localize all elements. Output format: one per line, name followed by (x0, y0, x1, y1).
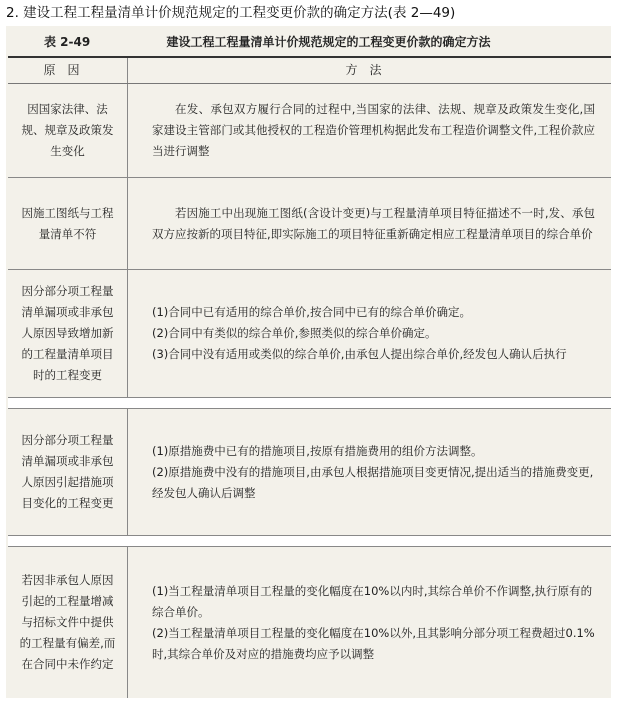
table-caption (10, 28, 607, 54)
method-cell (128, 178, 611, 269)
table-row (8, 546, 611, 698)
change-price-table (8, 56, 611, 698)
reason-cell: 因国家法律、法规、规章及政策发生变化 (8, 84, 128, 177)
table-row (8, 84, 611, 178)
method-item: (2)当工程量清单项目工程量的变化幅度在10%以外,且其影响分部分项工程费超过0.1%时,其综合单价及对应的措施费均应予以调整 (152, 625, 595, 661)
section-heading: 2. 建设工程工程量清单计价规范规定的工程变更价款的确定方法(表 2—49) (6, 5, 456, 21)
table-row (8, 408, 611, 536)
header-method: 方法 (345, 63, 394, 77)
table-split-gap (8, 536, 611, 546)
reason-cell: 若因非承包人原因引起的工程量增减与招标文件中提供的工程量有偏差,而在合同中未作约定 (8, 547, 128, 698)
reason-cell: 因施工图纸与工程量清单不符 (8, 178, 128, 269)
method-cell (128, 270, 611, 397)
method-cell (128, 84, 611, 177)
method-cell (128, 409, 611, 535)
method-item: (1)原措施费中已有的措施项目,按原有措施费用的组价方法调整。 (152, 443, 483, 458)
header-reason: 原因 (8, 58, 128, 83)
table-title: 建设工程工程量清单计价规范规定的工程变更价款的确定方法 (166, 34, 491, 49)
method-item: (3)合同中没有适用或类似的综合单价,由承包人提出综合单价,经发包人确认后执行 (152, 347, 567, 361)
method-item: (1)合同中已有适用的综合单价,按合同中已有的综合单价确定。 (152, 305, 471, 319)
method-cell (128, 547, 611, 698)
table-row (8, 178, 611, 270)
method-text: 若因施工中出现施工图纸(含设计变更)与工程量清单项目特征描述不一时,发、承包双方应按新的项目特征,即实际施工的项目特征重新确定相应工程量清单项目的综合单价 (152, 205, 595, 241)
method-item: (1)当工程量清单项目工程量的变化幅度在10%以内时,其综合单价不作调整,执行原有的综合单价。 (152, 583, 593, 619)
reason-cell: 因分部分项工程量清单漏项或非承包人原因引起措施项目变化的工程变更 (8, 409, 128, 535)
table-row (8, 270, 611, 398)
table-split-gap (8, 398, 611, 408)
scanned-table-image (6, 26, 611, 698)
method-text: 在发、承包双方履行合同的过程中,当国家的法律、法规、规章及政策发生变化,国家建设主管部门或其他授权的工程造价管理机构据此发布工程造价调整文件,工程价款应当进行调整 (152, 102, 595, 158)
table-number: 表 2-49 (44, 34, 91, 49)
reason-cell: 因分部分项工程量清单漏项或非承包人原因导致增加新的工程量清单项目时的工程变更 (8, 270, 128, 397)
method-item: (2)合同中有类似的综合单价,参照类似的综合单价确定。 (152, 326, 437, 340)
method-item: (2)原措施费中没有的措施项目,由承包人根据措施项目变更情况,提出适当的措施费变更,经发包人确认后调整 (152, 464, 594, 500)
table-header-row (8, 58, 611, 84)
